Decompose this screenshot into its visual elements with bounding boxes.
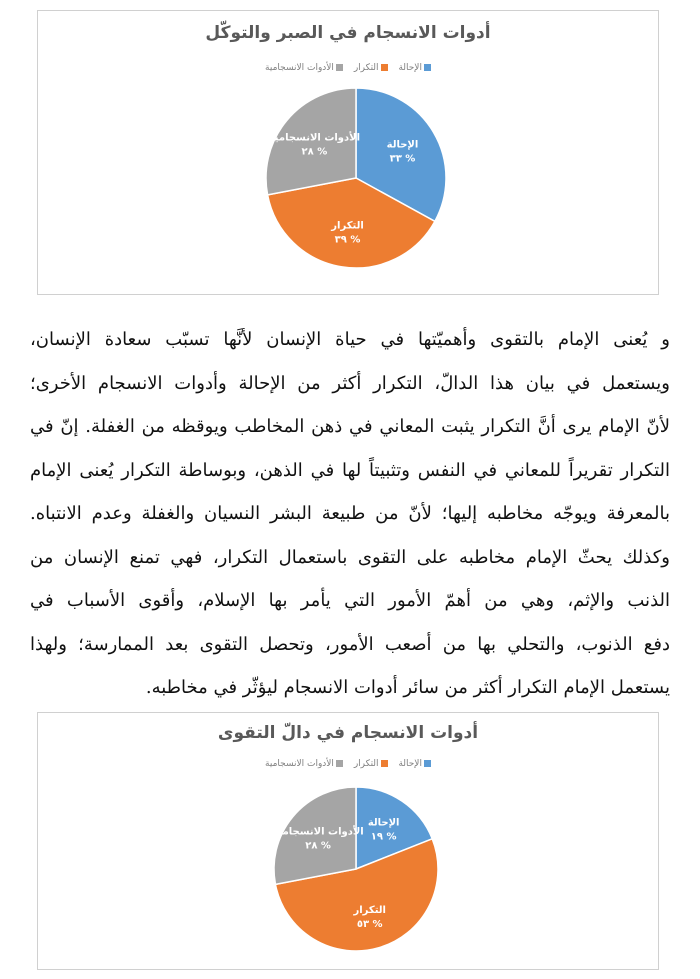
- legend-label: الأدوات الانسجامية: [265, 759, 334, 769]
- slice-value-label: ٢٨ %: [305, 840, 331, 852]
- legend-label: التكرار: [353, 759, 379, 769]
- chart-title: أدوات الانسجام في الصبر والتوكّل: [205, 23, 491, 43]
- slice-category-label: التكرار: [331, 220, 364, 232]
- legend-label: الإحالة: [398, 63, 422, 73]
- slice-value-label: ٣٣ %: [389, 153, 416, 165]
- paragraph-line: التكرار تقريراً للمعاني في النفس وتثبيتاً لها في الذهن، وبوساطة التكرار يُعنى الإمام: [30, 459, 670, 481]
- pie-plot: [38, 11, 658, 294]
- pie-chart-piety: [37, 712, 659, 970]
- legend-label: التكرار: [353, 63, 379, 73]
- pie-chart-patience: [37, 10, 659, 295]
- pie-plot: [38, 713, 658, 969]
- paragraph-line: لأنّ الإمام يرى أنَّ التكرار يثبت المعاني في ذهن المخاطب ويوقظه من الغفلة. إنّ في: [30, 416, 670, 437]
- slice-value-label: ٥٣ %: [356, 919, 383, 931]
- paragraph-line: ويستعمل في بيان هذا الدالّ، التكرار أكثر من الإحالة وأدوات الانسجام الأخرى؛: [30, 372, 670, 394]
- slice-category-label: التكرار: [353, 905, 386, 917]
- paragraph-line: وكذلك يحثّ الإمام مخاطبه على التقوى باستعمال التكرار، فهي تمنع الإنسان من: [30, 546, 670, 568]
- paragraph-line: بالمعرفة ويوجّه مخاطبه إليها؛ لأنّ من طبيعة البشر النسيان والغفلة وعدم الانتباه.: [30, 503, 670, 524]
- paragraph-line: الذنب والإثم، وهي من أهمّ الأمور التي يأمر بها الإسلام، وأقوى الأسباب في: [30, 590, 670, 611]
- slice-category-label: الأدوات الانسجامية: [268, 132, 361, 144]
- chart-title: أدوات الانسجام في دالّ التقوى: [217, 723, 479, 743]
- slice-value-label: ١٩ %: [370, 831, 397, 843]
- legend-label: الأدوات الانسجامية: [265, 63, 334, 73]
- slice-value-label: ٣٩ %: [334, 234, 361, 246]
- legend-label: الإحالة: [398, 759, 422, 769]
- paragraph-line: دفع الذنوب، والتحلي بها من أصعب الأمور، وتحصل التقوى بعد الممارسة؛ ولهذا: [30, 633, 670, 655]
- slice-category-label: الإحالة: [386, 139, 419, 151]
- body-paragraph: [30, 318, 670, 710]
- slice-value-label: ٢٨ %: [301, 146, 328, 158]
- paragraph-line: يستعمل الإمام التكرار أكثر من سائر أدوات الانسجام ليؤثّر في مخاطبه.: [145, 677, 670, 698]
- slice-category-label: الإحالة: [367, 817, 400, 829]
- slice-category-label: الأدوات الانسجامية: [272, 826, 364, 838]
- paragraph-line: و يُعنى الإمام بالتقوى وأهميّتها في حياة الإنسان لأنَّها تسبّب سعادة الإنسان،: [30, 329, 670, 350]
